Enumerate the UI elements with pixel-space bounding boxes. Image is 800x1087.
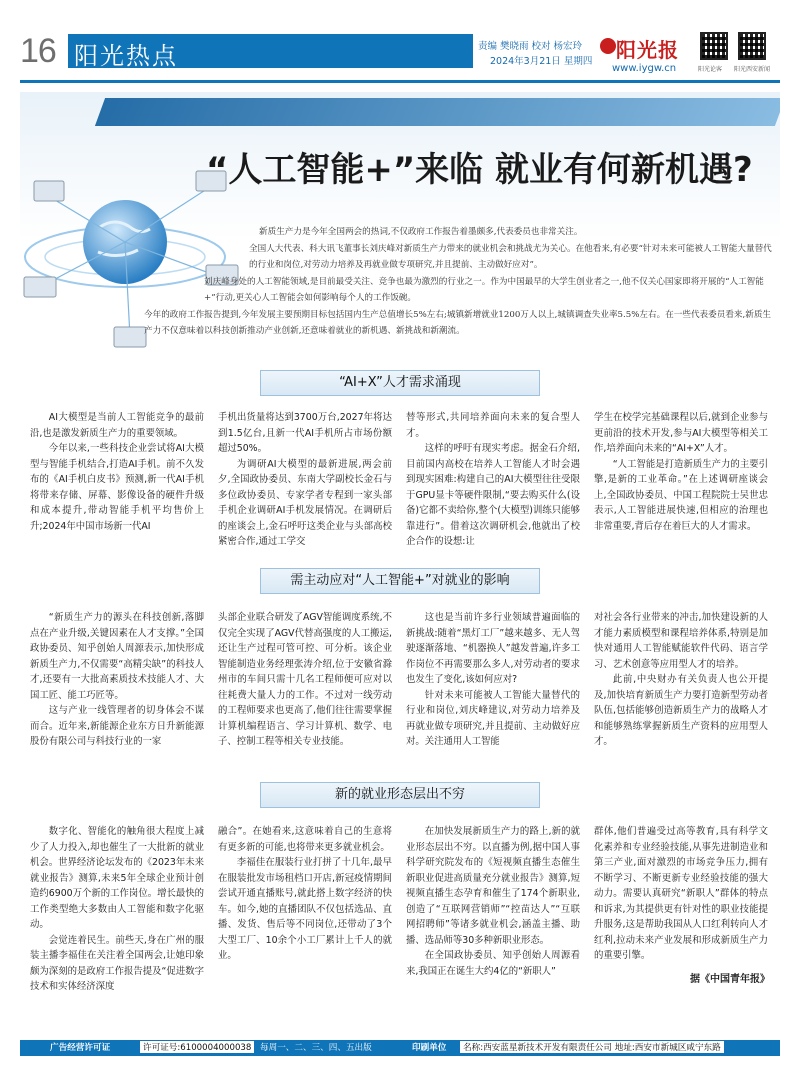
paragraph: 这样的呼吁有现实考虑。据金石介绍,目前国内高校在培养人工智能人才时会遇到现实困难:构建自己的AI大模型往往受限于GPU显卡等硬件限制,“要去购买什么(设备)它都不卖给你,整个(大模型)训练只能够靠进行”。借着这次调研机会,他就出了校企合作的设想:让 [406,443,580,547]
paragraph: 这也是当前许多行业领域普遍面临的新挑战:随着“黑灯工厂”越来越多、无人驾驶逐渐落地、“机器换人”越发普遍,许多工作岗位不再需要那么多人,对劳动者的要求也发生了变化,该如何应对? [406,612,580,685]
qr-code-icon[interactable] [738,32,766,60]
paragraph: 今年以来,一些科技企业尝试将AI大模型与智能手机结合,打造AI手机。前不久发布的《AI手机白皮书》预测,新一代AI手机将带来存储、屏幕、影像设备的硬件升级和成本提升,带动智能手机平均售价上升;2024年中国市场新一代AI [30,443,204,532]
logo-text: 阳光报 [616,38,679,62]
printer-info: 名称:西安蓝星新技术开发有限责任公司 地址:西安市新城区咸宁东路 [460,1041,724,1053]
section-heading-text: 需主动应对“人工智能+”对就业的影响 [290,573,510,588]
article-source: 据《中国青年报》 [690,974,770,985]
publication-date: 2024年3月21日 星期四 [490,56,593,67]
article-column [30,610,204,750]
lead-paragraph: 今年的政府工作报告提到,今年发展主要预期目标包括国内生产总值增长5%左右;城镇新增就业1200万人以上,城镇调查失业率5.5%左右。在一些代表委员看来,新质生产力不仅意味着以科技创新推动产业创新,还意味着就业的新机遇、新挑战和新潮流。 [144,309,772,336]
qr-code-icon[interactable] [700,32,728,60]
section-heading [260,370,540,396]
lead-paragraph: 新质生产力是今年全国两会的热词,不仅政府工作报告着墨颇多,代表委员也非常关注。 [259,227,583,237]
paragraph: 这与产业一线管理者的切身体会不谋而合。近年来,新能源企业东方日升新能源股份有限公司与科技行业的一家 [30,705,204,747]
header-divider [20,80,780,83]
section-heading [260,782,540,808]
section-heading-text: “AI+X”人才需求涌现 [339,375,461,390]
paragraph: 为调研AI大模型的最新进展,两会前夕,全国政协委员、东南大学副校长金石与多位政协委员、专家学者专程到一家头部手机企业调研AI手机发展情况。在调研后的座谈会上,金石呼吁这类企业与头部高校紧密合作,通过工学交 [218,458,392,547]
section-title: 阳光热点 [74,42,178,70]
publishing-schedule: 每周一、二、三、四、五出版 [260,1043,372,1053]
section-heading-text: 新的就业形态层出不穷 [334,787,465,802]
paragraph: 在加快发展新质生产力的路上,新的就业形态层出不穷。以直播为例,据中国人事科学研究院发布的《短视频直播生态催生新职业促进高质量充分就业报告》测算,短视频直播生态孕育和催生了174个新职业,创造了“互联网营销师”“控苗达人”“互联网招聘师”等诸多就业机会,涵盖主播、助播、选品师等30多种新职业形态。 [406,826,580,946]
article-column [30,824,204,995]
qr-label: 阳光西安新闻 [734,66,771,73]
page-number: 16 [20,32,56,70]
hero-banner [20,92,780,362]
article-column [406,410,580,550]
article-column [594,410,768,534]
newspaper-logo [600,34,692,60]
article-column [406,610,580,750]
paragraph: 学生在校学完基础课程以后,就到企业参与更前沿的技术开发,参与AI大模型等相关工作,培养面向未来的“AI+X”人才。 [594,412,768,454]
paragraph: AI大模型是当前人工智能竞争的最前沿,也是激发新质生产力的重要领域。 [30,412,204,439]
article-column [30,410,204,534]
lead-paragraph: 刘庆峰身处的人工智能领域,是目前最受关注、竞争也最为激烈的行业之一。作为中国最早的大学生创业者之一,他不仅关心国家即将开展的“人工智能+”行动,更关心人工智能会如何影响每个人的工作饭碗。 [204,276,764,303]
section-heading [260,568,540,594]
paragraph: 群体,他们普遍受过高等教育,具有科学文化素养和专业经验技能,从事先进制造业和第三产业,面对激烈的市场竞争压力,拥有不断学习、不断更新专业经验技能的强大动力。需要认真研究“新职人”群体的特点和诉求,为其提供更有针对性的职业技能提升服务,这是帮助我国从人口红利转向人才红利,拉动未来产业发展和形成新质生产力的重要引擎。 [594,826,768,961]
paragraph: 针对未来可能被人工智能大量替代的行业和岗位,刘庆峰建议,对劳动力培养及再就业做专项研究,并且提前、主动做好应对。关注通用人工智能 [406,689,580,747]
masthead [0,0,800,86]
website-url[interactable]: www.iygw.cn [612,63,677,74]
editors-line: 责编 樊晓雨 校对 杨宏玲 [478,41,583,52]
qr-label: 阳光论客 [698,66,723,73]
paragraph: 对社会各行业带来的冲击,加快建设新的人才能力素质模型和课程培养体系,特别是加快对通用人工智能赋能软件代码、语言学习、艺术创意等应用型人才的培养。 [594,612,768,670]
article-column [218,824,392,964]
paragraph: 会觉连着民生。前些天,身在广州的服装主播李福佳在关注着全国两会,让她印象颇为深刻的是政府工作报告提及“促进数字技术和实体经济深度 [30,934,204,992]
section-banner [68,34,473,68]
paragraph: 手机出货量将达到3700万台,2027年将达到1.5亿台,且新一代AI手机所占市场份额超过50%。 [218,412,392,454]
lead-paragraphs [144,224,772,340]
printer-label: 印刷单位 [412,1043,447,1053]
ad-license-number: 许可证号:6100004000038 [140,1041,254,1053]
article-column [594,824,768,964]
paragraph: 李福佳在服装行业打拼了十几年,最早在服装批发市场租档口开店,新冠疫情期间尝试开通直播账号,就此搭上数字经济的快车。如今,她的直播团队不仅包括选品、直播、发货、售后等不同岗位,还带动了3个大型工厂、10余个小工厂累计上千人的就业。 [218,857,392,961]
paragraph: 头部企业联合研发了AGV智能调度系统,不仅完全实现了AGV代替高强度的人工搬运,还让生产过程可管可控、可分析。该企业智能制造业务经理张涛介绍,位于安徽省滁州市的车间只需十几名工程师便可应对以往耗费大量人力的工作。不过对一线劳动的工程师要求也更高了,他们往往需要掌握计算机编程语言、学习计算机、数学、电子、控制工程等相关专业技能。 [218,612,392,747]
article-column [406,824,580,979]
headline: “人工智能+”来临 就业有何新机遇? [206,150,753,190]
footer-bar [20,1040,780,1056]
paragraph: 融合”。在她看来,这意味着自己的生意将有更多新的可能,也将带来更多就业机会。 [218,826,392,853]
article-column [218,610,392,750]
paragraph: 此前,中央财办有关负责人也公开提及,加快培育新质生产力要打造新型劳动者队伍,包括能够创造新质生产力的战略人才和能够熟练掌握新质生产资料的应用型人才。 [594,674,768,747]
paragraph: 替等形式,共同培养面向未来的复合型人才。 [406,412,580,439]
paragraph: 在全国政协委员、知乎创始人周源看来,我国正在诞生大约4亿的“新职人” [406,950,580,977]
logo-mark-icon [600,38,616,54]
paragraph: “人工智能是打造新质生产力的主要引擎,是新的工业革命。”在上述调研座谈会上,全国政协委员、中国工程院院士吴世忠表示,人工智能进展快速,但相应的治理也非常重要,背后存在着巨大的人才需求。 [594,458,768,532]
paragraph: “新质生产力的源头在科技创新,落脚点在产业升级,关键因素在人才支撑。”全国政协委员、知乎创始人周源表示,加快形成新质生产力,不仅需要“高精尖缺”的科技人才,还要有一大批高素质技术技能人才、大国工匠、能工巧匠等。 [30,612,204,701]
paragraph: 数字化、智能化的触角很大程度上减少了人力投入,却也催生了一大批新的就业机会。世界经济论坛发布的《2023年未来就业报告》测算,未来5年全球企业预计创造约6900万个新的工作岗位。增长最快的工作类型绝大多数由人工智能和数字化驱动。 [30,826,204,930]
decorative-swoosh [95,98,780,126]
article-column [594,610,768,750]
ad-license-label: 广告经营许可证 [50,1043,111,1053]
lead-paragraph: 全国人大代表、科大讯飞董事长刘庆峰对新质生产力带来的就业机会和挑战尤为关心。在他看来,有必要“针对未来可能被人工智能大量替代的行业和岗位,对劳动力培养及再就业做专项研究,并且提前、主动做好应对”。 [249,243,772,270]
article-column [218,410,392,550]
